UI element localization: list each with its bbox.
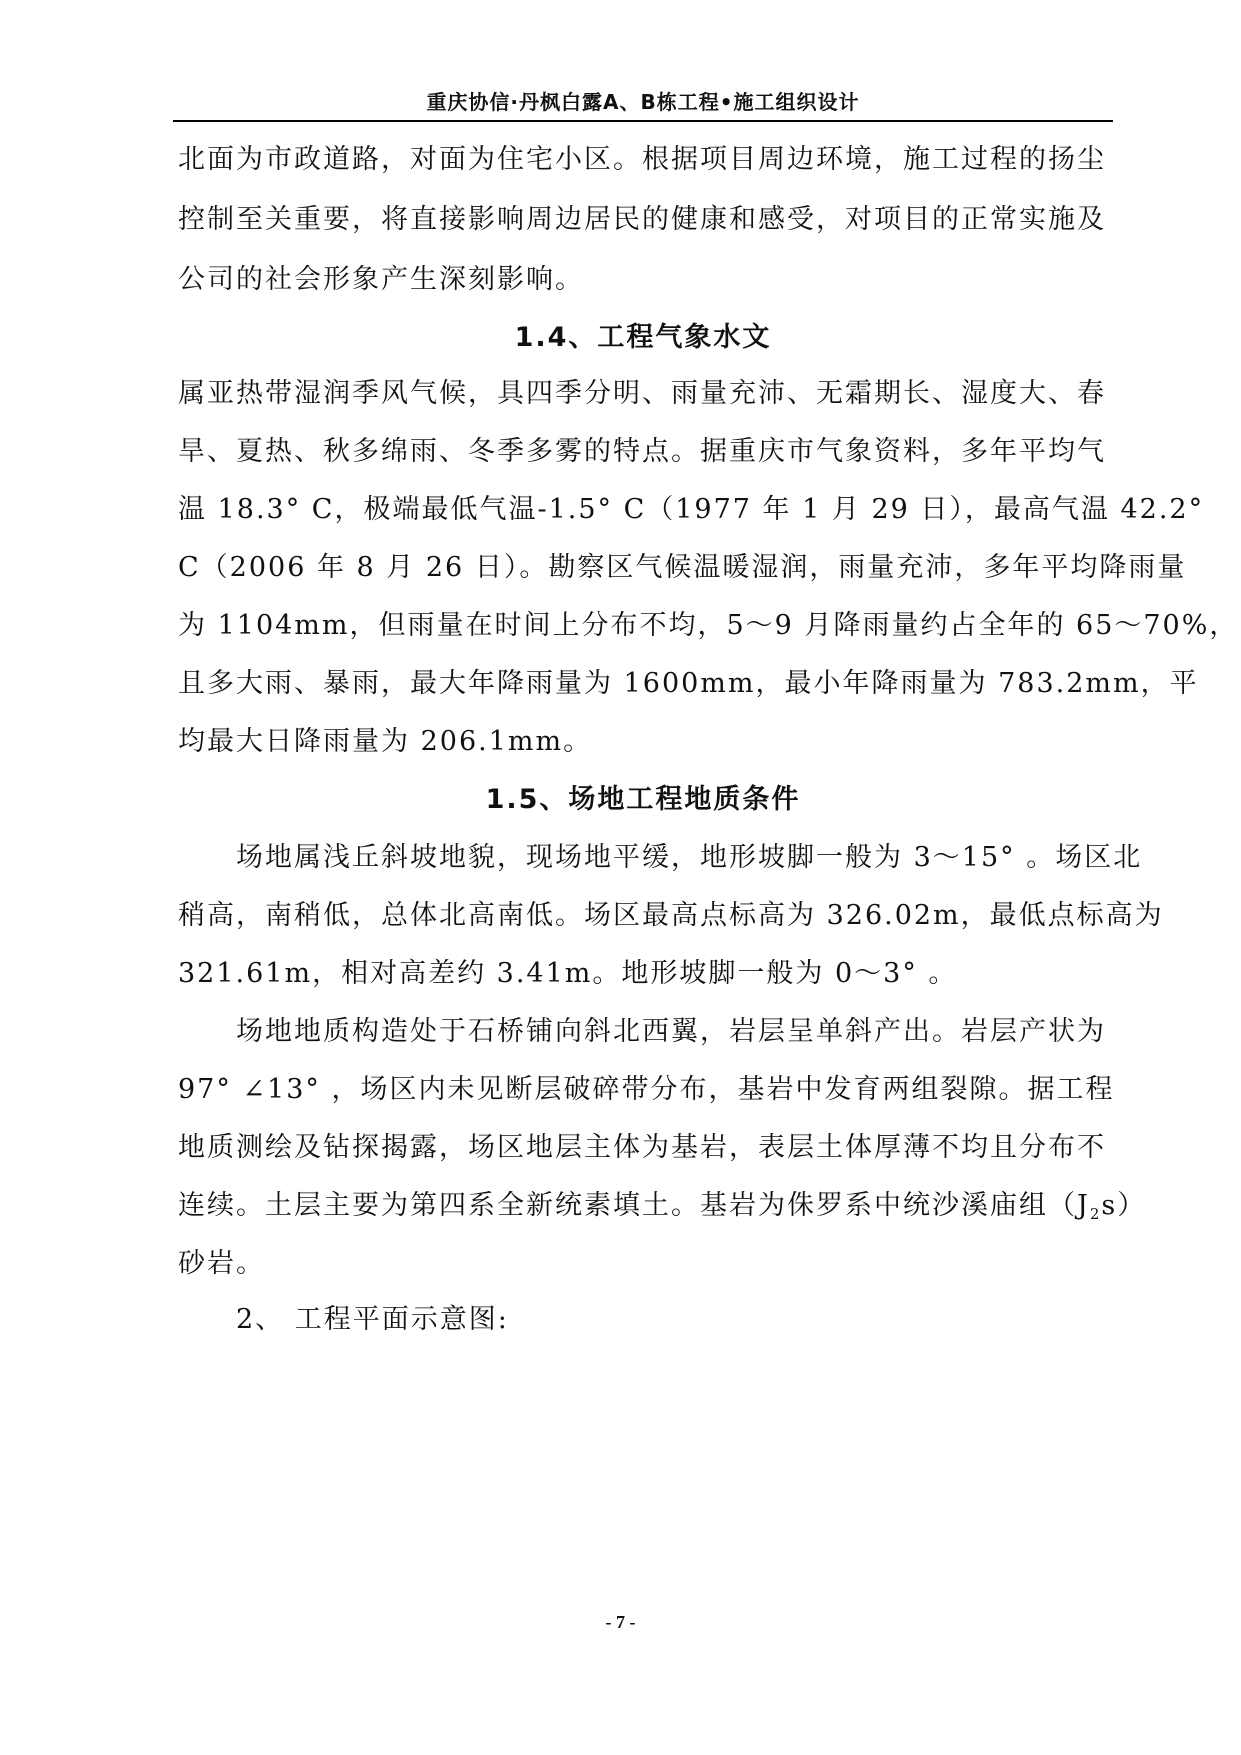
- header-rule: [173, 120, 1113, 122]
- climate-line-4: C（2006 年 8 月 26 日）。勘察区气候温暖湿润，雨量充沛，多年平均降雨量: [178, 552, 1187, 583]
- formula-subscript: 2: [1089, 1205, 1102, 1223]
- climate-line-1: 属亚热带湿润季风气候，具四季分明、雨量充沛、无霜期长、湿度大、春: [178, 378, 1106, 409]
- intro-line-3: 公司的社会形象产生深刻影响。: [178, 264, 584, 295]
- geology-p2-line-3: 地质测绘及钻探揭露，场区地层主体为基岩，表层土体厚薄不均且分布不: [178, 1132, 1106, 1163]
- geology-p2-line-2: 97° ∠13° ，场区内未见断层破碎带分布，基岩中发育两组裂隙。据工程: [178, 1074, 1115, 1105]
- intro-line-1: 北面为市政道路，对面为住宅小区。根据项目周边环境，施工过程的扬尘: [178, 144, 1106, 175]
- geology-p2-line-4-tail: s）: [1101, 1190, 1147, 1221]
- climate-line-5: 为 1104mm，但雨量在时间上分布不均，5～9 月降雨量约占全年的 65～70%，: [178, 610, 1239, 641]
- section-heading-1-4: 1.4、工程气象水文: [514, 322, 772, 353]
- intro-line-2: 控制至关重要，将直接影响周边居民的健康和感受，对项目的正常实施及: [178, 204, 1106, 235]
- page-number: - 7 -: [605, 1612, 636, 1632]
- climate-line-7: 均最大日降雨量为 206.1mm。: [178, 726, 593, 757]
- geology-p1-line-1: 场地属浅丘斜坡地貌，现场地平缓，地形坡脚一般为 3～15° 。场区北: [236, 842, 1143, 873]
- climate-line-3: 温 18.3° C，极端最低气温-1.5° C（1977 年 1 月 29 日），最高气温 42.2°: [178, 494, 1205, 525]
- geology-p2-line-5: 砂岩。: [178, 1248, 265, 1279]
- climate-line-6: 且多大雨、暴雨，最大年降雨量为 1600mm，最小年降雨量为 783.2mm，平: [178, 668, 1199, 699]
- climate-line-2: 旱、夏热、秋多绵雨、冬季多雾的特点。据重庆市气象资料，多年平均气: [178, 436, 1106, 467]
- section-heading-1-5: 1.5、场地工程地质条件: [485, 784, 801, 815]
- running-header: 重庆协信·丹枫白露A、B栋工程•施工组织设计: [426, 90, 860, 114]
- geology-p2-line-1: 场地地质构造处于石桥铺向斜北西翼，岩层呈单斜产出。岩层产状为: [236, 1016, 1106, 1047]
- geology-p2-line-4-text: 连续。土层主要为第四系全新统素填土。基岩为侏罗系中统沙溪庙组（J: [178, 1190, 1090, 1221]
- geology-p2-line-4: [178, 1186, 1147, 1234]
- item-2-heading: 2、 工程平面示意图:: [236, 1304, 509, 1335]
- geology-p1-line-3: 321.61m，相对高差约 3.41m。地形坡脚一般为 0～3° 。: [178, 958, 958, 989]
- geology-p1-line-2: 稍高，南稍低，总体北高南低。场区最高点标高为 326.02m，最低点标高为: [178, 900, 1164, 931]
